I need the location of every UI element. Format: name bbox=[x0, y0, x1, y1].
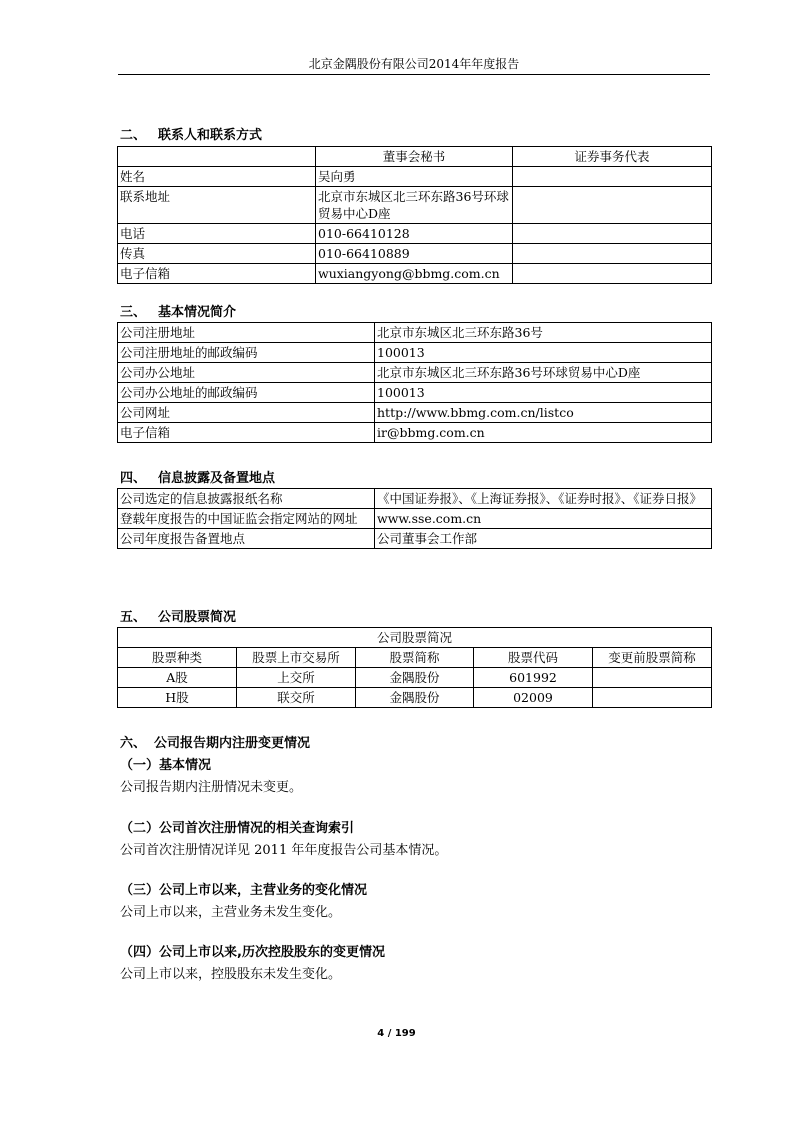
table-row bbox=[118, 147, 712, 167]
table-cell: 02009 bbox=[474, 688, 593, 708]
table-row bbox=[118, 668, 712, 688]
section-3-title bbox=[120, 301, 236, 320]
website-link[interactable]: http://www.bbmg.com.cn/listco bbox=[375, 403, 712, 423]
subsection-text: 公司上市以来，控股股东未发生变化。 bbox=[120, 967, 342, 982]
section-2-heading: 联系人和联系方式 bbox=[158, 128, 263, 143]
table-cell: 金隅股份 bbox=[356, 668, 474, 688]
section-5-heading: 公司股票简况 bbox=[158, 610, 237, 625]
page-header: 北京金隅股份有限公司2014年年度报告 bbox=[308, 57, 520, 71]
row-value: 100013 bbox=[375, 343, 712, 363]
secretary-value: 吴向勇 bbox=[316, 167, 513, 187]
subsection-title: （二）公司首次注册情况的相关查询索引 bbox=[120, 821, 355, 836]
table-row bbox=[118, 529, 712, 549]
subsection-title: （一）基本情况 bbox=[120, 758, 212, 773]
section-6-heading: 公司报告期内注册变更情况 bbox=[154, 736, 311, 751]
secretary-value: 010-66410889 bbox=[316, 244, 513, 264]
table-row bbox=[118, 187, 712, 224]
row-value: 《中国证券报》、《上海证券报》、《证券时报》、《证券日报》 bbox=[375, 489, 712, 509]
table-row bbox=[118, 403, 712, 423]
row-label: 公司办公地址的邮政编码 bbox=[118, 383, 375, 403]
secretary-value: 010-66410128 bbox=[316, 224, 513, 244]
row-value: 北京市东城区北三环东路36号 bbox=[375, 323, 712, 343]
table-row bbox=[118, 423, 712, 443]
table-row bbox=[118, 509, 712, 529]
basic-info-table bbox=[117, 322, 712, 443]
email-link[interactable]: ir@bbmg.com.cn bbox=[375, 423, 712, 443]
subsection-text: 公司报告期内注册情况未变更。 bbox=[120, 780, 303, 795]
row-label: 电子信箱 bbox=[118, 423, 375, 443]
table-cell bbox=[593, 688, 712, 708]
column-header: 变更前股票简称 bbox=[593, 648, 712, 668]
header-rule bbox=[118, 74, 710, 75]
table-cell: 联交所 bbox=[237, 688, 356, 708]
table-row bbox=[118, 343, 712, 363]
table-cell bbox=[118, 147, 316, 167]
section-6-number: 六、 bbox=[120, 736, 147, 751]
section-3-heading: 基本情况简介 bbox=[158, 305, 237, 320]
rep-value bbox=[513, 187, 712, 224]
column-header: 股票上市交易所 bbox=[237, 648, 356, 668]
rep-value bbox=[513, 224, 712, 244]
table-cell: 上交所 bbox=[237, 668, 356, 688]
disclosure-table bbox=[117, 488, 712, 549]
stock-table bbox=[117, 627, 712, 708]
table-row bbox=[118, 628, 712, 648]
row-value: 100013 bbox=[375, 383, 712, 403]
row-label: 公司注册地址 bbox=[118, 323, 375, 343]
subsection-text: 公司上市以来，主营业务未发生变化。 bbox=[120, 905, 342, 920]
column-header: 证券事务代表 bbox=[513, 147, 712, 167]
row-label: 公司网址 bbox=[118, 403, 375, 423]
subsection-text: 公司首次注册情况详见 2011 年年度报告公司基本情况。 bbox=[120, 843, 448, 858]
section-4-title bbox=[120, 467, 275, 486]
row-label: 公司办公地址 bbox=[118, 363, 375, 383]
contact-table bbox=[117, 146, 712, 284]
row-label: 公司注册地址的邮政编码 bbox=[118, 343, 375, 363]
column-header: 股票种类 bbox=[118, 648, 237, 668]
table-cell: A股 bbox=[118, 668, 237, 688]
section-4-heading: 信息披露及备置地点 bbox=[158, 471, 276, 486]
rep-value bbox=[513, 167, 712, 187]
row-label: 姓名 bbox=[118, 167, 316, 187]
subsection-title: （四）公司上市以来,历次控股股东的变更情况 bbox=[120, 945, 385, 960]
section-5-title bbox=[120, 606, 236, 625]
table-header-row bbox=[118, 648, 712, 668]
table-cell: H股 bbox=[118, 688, 237, 708]
section-2-number: 二、 bbox=[120, 128, 147, 143]
secretary-value: wuxiangyong@bbmg.com.cn bbox=[316, 264, 513, 284]
section-5-number: 五、 bbox=[120, 610, 147, 625]
column-header: 股票代码 bbox=[474, 648, 593, 668]
row-label: 公司选定的信息披露报纸名称 bbox=[118, 489, 375, 509]
row-label: 联系地址 bbox=[118, 187, 316, 224]
section-3-number: 三、 bbox=[120, 305, 147, 320]
row-label: 电子信箱 bbox=[118, 264, 316, 284]
table-row bbox=[118, 167, 712, 187]
table-row bbox=[118, 383, 712, 403]
page-number: 4 / 199 bbox=[377, 1028, 416, 1039]
row-label: 电话 bbox=[118, 224, 316, 244]
secretary-value: 北京市东城区北三环东路36号环球贸易中心D座 bbox=[316, 187, 513, 224]
table-row bbox=[118, 244, 712, 264]
column-header: 董事会秘书 bbox=[316, 147, 513, 167]
row-label: 传真 bbox=[118, 244, 316, 264]
table-row bbox=[118, 363, 712, 383]
table-cell bbox=[593, 668, 712, 688]
row-label: 登载年度报告的中国证监会指定网站的网址 bbox=[118, 509, 375, 529]
table-row bbox=[118, 489, 712, 509]
row-value: 公司董事会工作部 bbox=[375, 529, 712, 549]
section-4-number: 四、 bbox=[120, 471, 147, 486]
section-2-title bbox=[120, 124, 262, 143]
table-title: 公司股票简况 bbox=[118, 628, 712, 648]
table-cell: 601992 bbox=[474, 668, 593, 688]
table-row bbox=[118, 264, 712, 284]
row-label: 公司年度报告备置地点 bbox=[118, 529, 375, 549]
website-link[interactable]: www.sse.com.cn bbox=[375, 509, 712, 529]
section-6-title bbox=[120, 732, 310, 751]
table-cell: 金隅股份 bbox=[356, 688, 474, 708]
table-row bbox=[118, 323, 712, 343]
rep-value bbox=[513, 244, 712, 264]
row-value: 北京市东城区北三环东路36号环球贸易中心D座 bbox=[375, 363, 712, 383]
table-row bbox=[118, 688, 712, 708]
column-header: 股票简称 bbox=[356, 648, 474, 668]
subsection-title: （三）公司上市以来，主营业务的变化情况 bbox=[120, 883, 368, 898]
table-row bbox=[118, 224, 712, 244]
rep-value bbox=[513, 264, 712, 284]
